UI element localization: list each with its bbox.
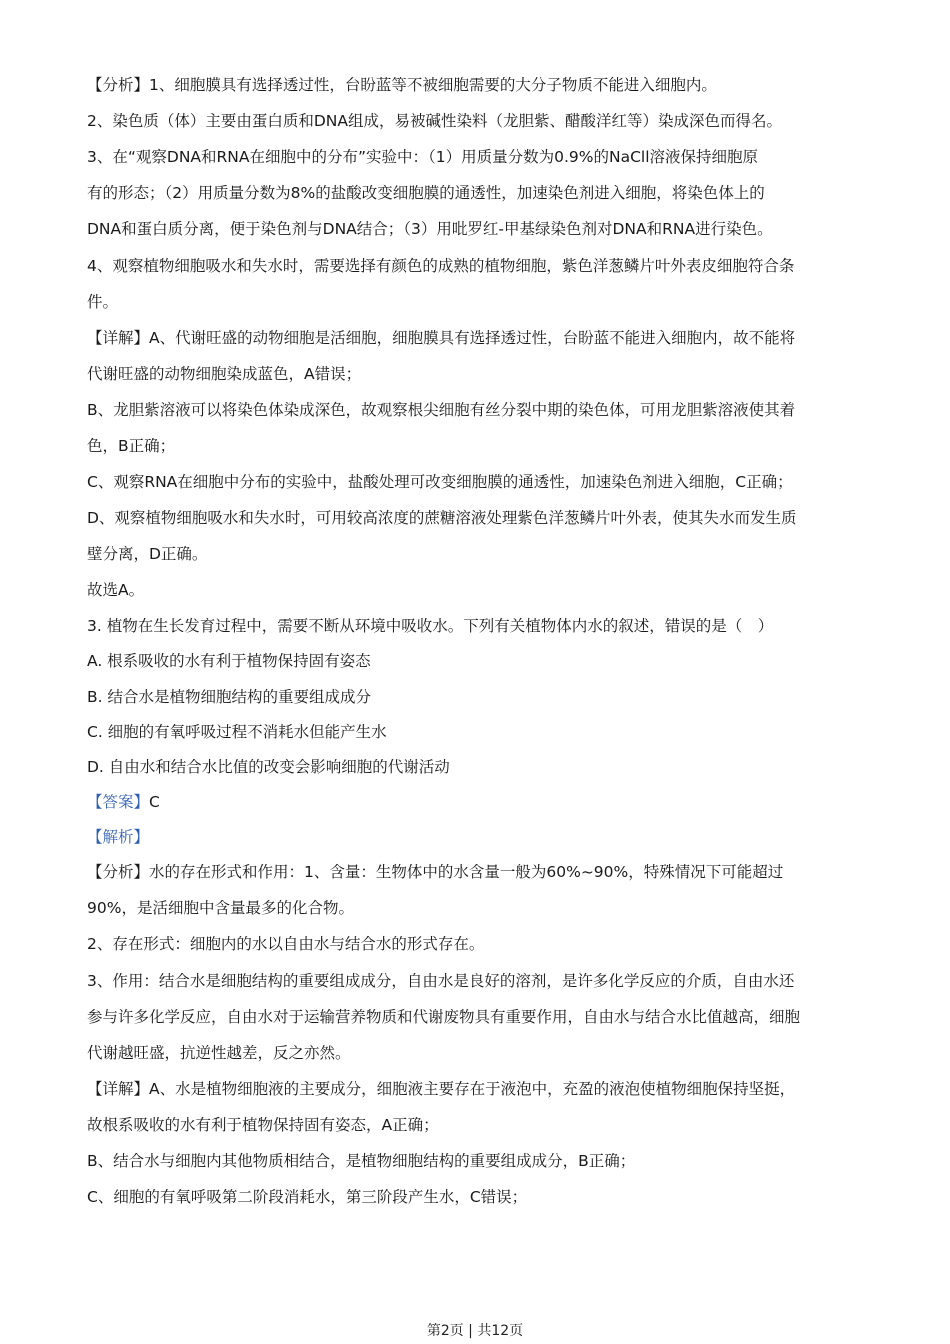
text-line: 【分析】1、细胞膜具有选择透过性，台盼蓝等不被细胞需要的大分子物质不能进入细胞内。 xyxy=(87,76,717,94)
text-line: 【详解】A、水是植物细胞液的主要成分，细胞液主要存在于液泡中，充盈的液泡使植物细胞保持坚挺， xyxy=(87,1080,796,1098)
answer-value: C xyxy=(149,793,160,811)
text-line: 色，B正确； xyxy=(87,437,176,455)
text-line: 2、存在形式：细胞内的水以自由水与结合水的形式存在。 xyxy=(87,935,485,953)
jiexi-label: 【解析】 xyxy=(87,828,150,846)
text-line: 故选A。 xyxy=(87,581,145,599)
text-line: 件。 xyxy=(87,293,119,311)
option-a: A. 根系吸收的水有利于植物保持固有姿态 xyxy=(87,652,371,670)
text-line: 参与许多化学反应，自由水对于运输营养物质和代谢废物具有重要作用，自由水与结合水比值越高，细胞 xyxy=(87,1008,801,1026)
question-stem: 3. 植物在生长发育过程中，需要不断从环境中吸收水。下列有关植物体内水的叙述，错误的是（ ） xyxy=(87,617,774,635)
text-line: C、观察RNA在细胞中分布的实验中，盐酸处理可改变细胞膜的通透性，加速染色剂进入细胞，C正确； xyxy=(87,473,793,491)
text-line: 有的形态；（2）用质量分数为8%的盐酸改变细胞膜的通透性，加速染色剂进入细胞，将染色体上的 xyxy=(87,184,765,202)
answer-label: 【答案】 xyxy=(87,793,150,811)
text-line: 代谢越旺盛，抗逆性越差，反之亦然。 xyxy=(87,1044,351,1062)
text-line: B、龙胆紫溶液可以将染色体染成深色，故观察根尖细胞有丝分裂中期的染色体，可用龙胆紫溶液使其着 xyxy=(87,401,796,419)
text-line: 3、作用：结合水是细胞结构的重要组成成分，自由水是良好的溶剂，是许多化学反应的介质，自由水还 xyxy=(87,972,795,990)
text-line: 故根系吸收的水有利于植物保持固有姿态，A正确； xyxy=(87,1116,439,1134)
option-d: D. 自由水和结合水比值的改变会影响细胞的代谢活动 xyxy=(87,758,450,776)
answer-line xyxy=(87,790,877,814)
text-line: 2、染色质（体）主要由蛋白质和DNA组成，易被碱性染料（龙胆紫、醋酸洋红等）染成深色而得名。 xyxy=(87,112,782,130)
text-line: D、观察植物细胞吸水和失水时，可用较高浓度的蔗糖溶液处理紫色洋葱鳞片叶外表，使其失水而发生质 xyxy=(87,509,797,527)
text-line: B、结合水与细胞内其他物质相结合，是植物细胞结构的重要组成成分，B正确； xyxy=(87,1152,636,1170)
text-line: 3、在“观察DNA和RNA在细胞中的分布”实验中：（1）用质量分数为0.9%的NaCll溶液保持细胞原 xyxy=(87,148,759,166)
text-line: 【分析】水的存在形式和作用：1、含量：生物体中的水含量一般为60%~90%，特殊情况下可能超过 xyxy=(87,863,784,881)
option-c: C. 细胞的有氧呼吸过程不消耗水但能产生水 xyxy=(87,723,387,741)
text-line: 90%，是活细胞中含量最多的化合物。 xyxy=(87,899,354,917)
page-footer: 第2页 | 共12页 xyxy=(426,1323,524,1339)
text-line: DNA和蛋白质分离，便于染色剂与DNA结合；（3）用吡罗红-甲基绿染色剂对DNA和RNA进行染色。 xyxy=(87,220,773,238)
text-line: 代谢旺盛的动物细胞染成蓝色，A错误； xyxy=(87,365,362,383)
text-line: 壁分离，D正确。 xyxy=(87,545,208,563)
option-b: B. 结合水是植物细胞结构的重要组成成分 xyxy=(87,688,371,706)
text-line: 【详解】A、代谢旺盛的动物细胞是活细胞，细胞膜具有选择透过性，台盼蓝不能进入细胞内，故不能将 xyxy=(87,329,796,347)
text-line: C、细胞的有氧呼吸第二阶段消耗水，第三阶段产生水，C错误； xyxy=(87,1188,528,1206)
text-line: 4、观察植物细胞吸水和失水时，需要选择有颜色的成熟的植物细胞，紫色洋葱鳞片叶外表皮细胞符合条 xyxy=(87,257,795,275)
